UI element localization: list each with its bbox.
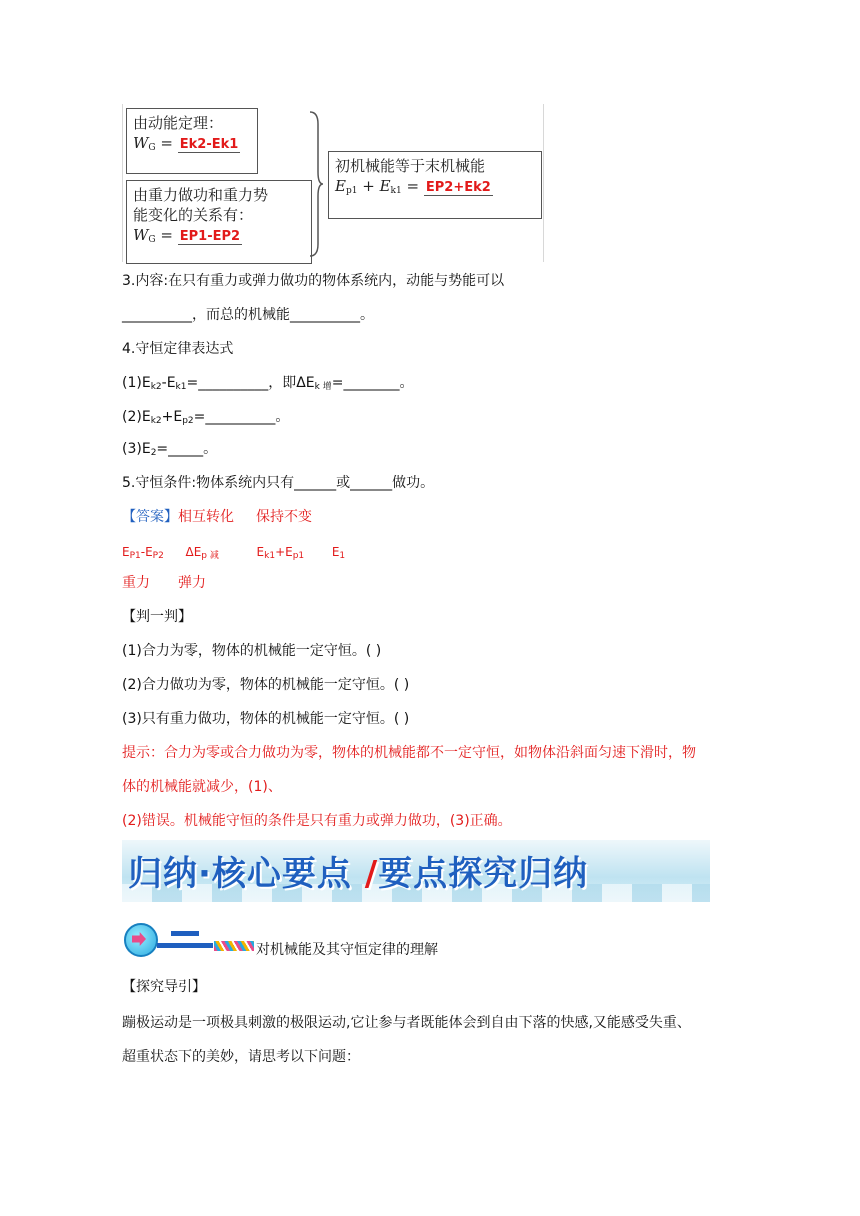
hint-line-3: (2)错误。机械能守恒的条件是只有重力或弹力做功，(3)正确。 (122, 813, 512, 829)
answer-line-3: 重力 弹力 (122, 575, 206, 591)
guide-paragraph-2: 超重状态下的美妙，请思考以下问题： (122, 1049, 360, 1065)
expression-3: $(3)E_2=\_\_\_\_\_$。 (122, 441, 218, 458)
energy-relation-figure (122, 104, 544, 262)
gravity-work-label-1: 由重力做功和重力势 (133, 186, 269, 204)
figure-left-border (122, 104, 123, 262)
answer-line-2: $E_{P1}-E_{P2}$ $\Delta E_{p 减}$ $E_{k1}+E_{p1}$ $E_1$ (122, 545, 346, 561)
expression-heading: 4.守恒定律表达式 (122, 341, 234, 357)
judge-question-3: (3)只有重力做功，物体的机械能一定守恒。( ) (122, 711, 410, 727)
brace-icon (308, 110, 324, 258)
gravity-work-label-2: 能变化的关系有： (133, 206, 254, 224)
kinetic-theorem-answer: Ek2-Ek1 (179, 137, 239, 152)
expression-2: $(2)E_{k2}+E_{p2}=\_\_\_\_\_\_\_\_\_\_$。 (122, 409, 290, 426)
guide-paragraph-1: 蹦极运动是一项极具刺激的极限运动,它让参与者既能体会到自由下落的快感,又能感受失重、 (122, 1015, 691, 1031)
kinetic-theorem-box (126, 108, 258, 174)
condition-line: 5.守恒条件:物体系统内只有______或______做功。 (122, 475, 435, 491)
judge-question-1: (1)合力为零，物体的机械能一定守恒。( ) (122, 643, 382, 659)
energy-equality-formula: $E_{p1} + E_{k1} = EP2+Ek2$ (335, 177, 491, 196)
gravity-work-box (126, 180, 312, 264)
judge-title: 【判一判】 (122, 609, 192, 625)
energy-equality-label: 初机械能等于末机械能 (335, 157, 486, 175)
hint-line-2: 体的机械能就减少，(1)、 (122, 779, 282, 795)
energy-equality-answer: EP2+Ek2 (425, 180, 491, 195)
gravity-work-answer: EP1-EP2 (179, 229, 241, 244)
expression-1: $(1)E_{k2}-E_{k1}=\_\_\_\_\_\_\_\_\_\_$，即$\Delta E_{k 增}=\_\_\_\_\_\_\_\_$。 (122, 375, 414, 392)
banner-title: 归纳·核心要点 /要点探究归纳 (128, 854, 589, 894)
gravity-work-formula: $W_G = EP1-EP2$ (133, 226, 241, 245)
section-arrow-icon (124, 923, 158, 957)
kinetic-theorem-formula: $W_G = Ek2-Ek1$ (133, 134, 239, 153)
answer-label: 【答案】 (122, 509, 178, 525)
answer-line-1: 【答案】相互转化 保持不变 (122, 509, 312, 525)
energy-equality-box (328, 151, 542, 219)
section-number-icon (157, 931, 213, 951)
kinetic-theorem-label: 由动能定理： (133, 114, 224, 132)
guide-title: 【探究导引】 (122, 979, 206, 995)
section-banner (122, 840, 710, 902)
section-title: 对机械能及其守恒定律的理解 (256, 942, 438, 958)
content-line: 3.内容:在只有重力或弹力做功的物体系统内，动能与势能可以 (122, 273, 505, 289)
hint-line-1: 提示：合力为零或合力做功为零，物体的机械能都不一定守恒，如物体沿斜面匀速下滑时，物 (122, 745, 696, 761)
stripes-icon (214, 941, 254, 951)
content-blanks-line: __________，而总的机械能__________。 (122, 307, 374, 323)
judge-question-2: (2)合力做功为零，物体的机械能一定守恒。( ) (122, 677, 410, 693)
figure-right-border (543, 104, 544, 262)
